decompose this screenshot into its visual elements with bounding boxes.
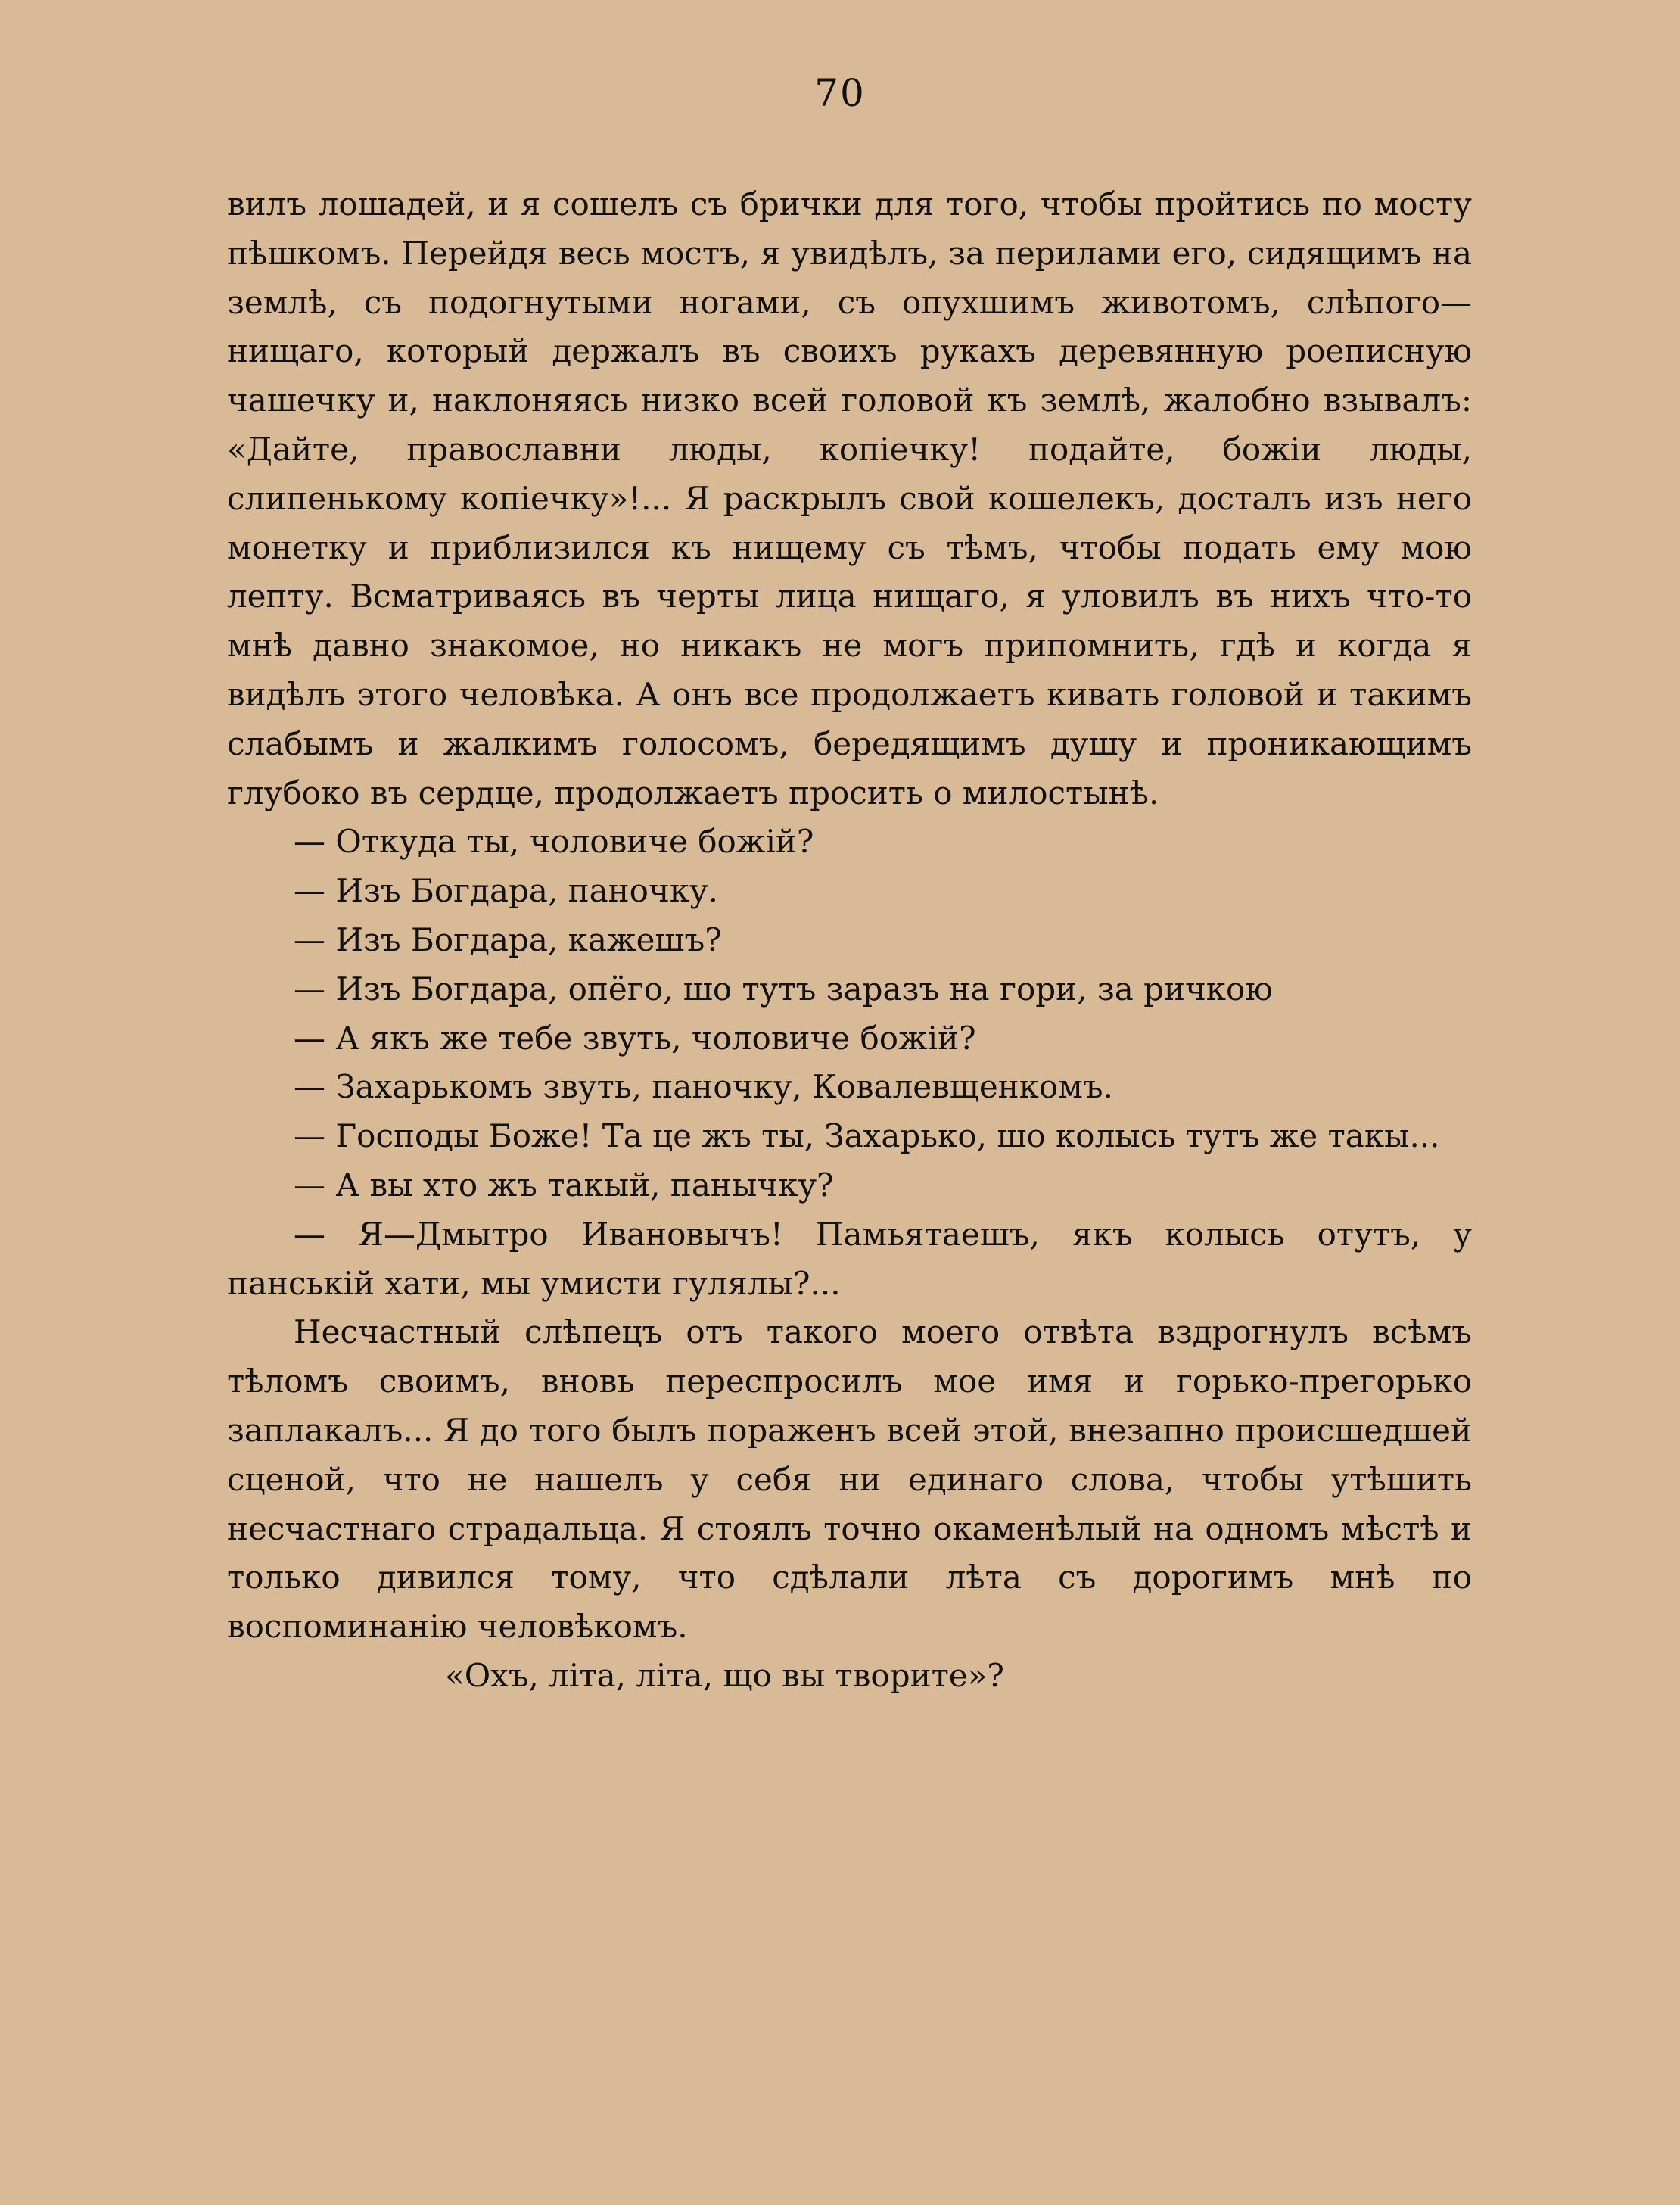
paragraph-narrative: Несчастный слѣпецъ отъ такого моего отвѣта вздрогнулъ всѣмъ тѣломъ своимъ, вновь переспросилъ мое имя и горько-прегорько заплакалъ... Я до того былъ пораженъ всей этой, внезапно происшедшей сценой, что не нашелъ у себя ни единаго слова, чтобы утѣшить несчастнаго страдальца. Я стоялъ точно окаменѣлый на одномъ мѣстѣ и только дивился тому, что сдѣлали лѣта съ дорогимъ мнѣ по воспоминанiю человѣкомъ. [227,1313,1472,1646]
dialogue-line: — А якъ же тебе звуть, чоловиче божiй? [294,1019,976,1057]
dialogue-line: — Захарькомъ звуть, паночку, Ковалевщенкомъ. [294,1068,1113,1106]
dialogue-line: — Изъ Богдара, кажешъ? [294,920,722,958]
dialogue-line: — А вы хто жъ такый, панычку? [294,1166,834,1204]
page-number: 70 [814,71,866,115]
paragraph-narrative: вилъ лошадей, и я сошелъ съ брички для того, чтобы пройтись по мосту пѣшкомъ. Перейдя весь мостъ, я увидѣлъ, за перилами его, сидящимъ на землѣ, съ подогнутыми ногами, съ опухшимъ животомъ, слѣпого—нищаго, который держалъ въ своихъ рукахъ деревянную роеписную чашечку и, наклоняясь низко всей головой къ землѣ, жалобно взывалъ: «Дайте, православни люды, копiечку! подайте, божiи люды, слипенькому копiечку»!... Я раскрылъ свой кошелекъ, досталъ изъ него монетку и приблизился къ нищему съ тѣмъ, чтобы подать ему мою лепту. Всматриваясь въ черты лица нищаго, я уловилъ въ нихъ что-то мнѣ давно знакомое, но никакъ не могъ припомнить, гдѣ и когда я видѣлъ этого человѣка. А онъ все продолжаетъ кивать головой и такимъ слабымъ и жалкимъ голосомъ, бередящимъ душу и проникающимъ глубоко въ сердце, продолжаетъ просить о милостынѣ. [227,185,1472,811]
dialogue-line: — Изъ Богдара, паночку. [294,872,719,910]
dialogue-line: — Изъ Богдара, опёго, шо тутъ заразъ на гори, за ричкою [294,970,1273,1008]
closing-quote: «Охъ, лiта, лiта, що вы творите»? [445,1656,1004,1694]
dialogue-line: — Откуда ты, чоловиче божiй? [294,823,814,861]
dialogue-line: — Я—Дмытро Ивановычъ! Памьятаешъ, якъ колысь отутъ, у панськiй хати, мы умисти гулялы?... [227,1215,1472,1302]
dialogue-line: — Господы Боже! Та це жъ ты, Захарько, шо колысь тутъ же такы... [294,1117,1440,1155]
page-text [227,180,1472,1701]
